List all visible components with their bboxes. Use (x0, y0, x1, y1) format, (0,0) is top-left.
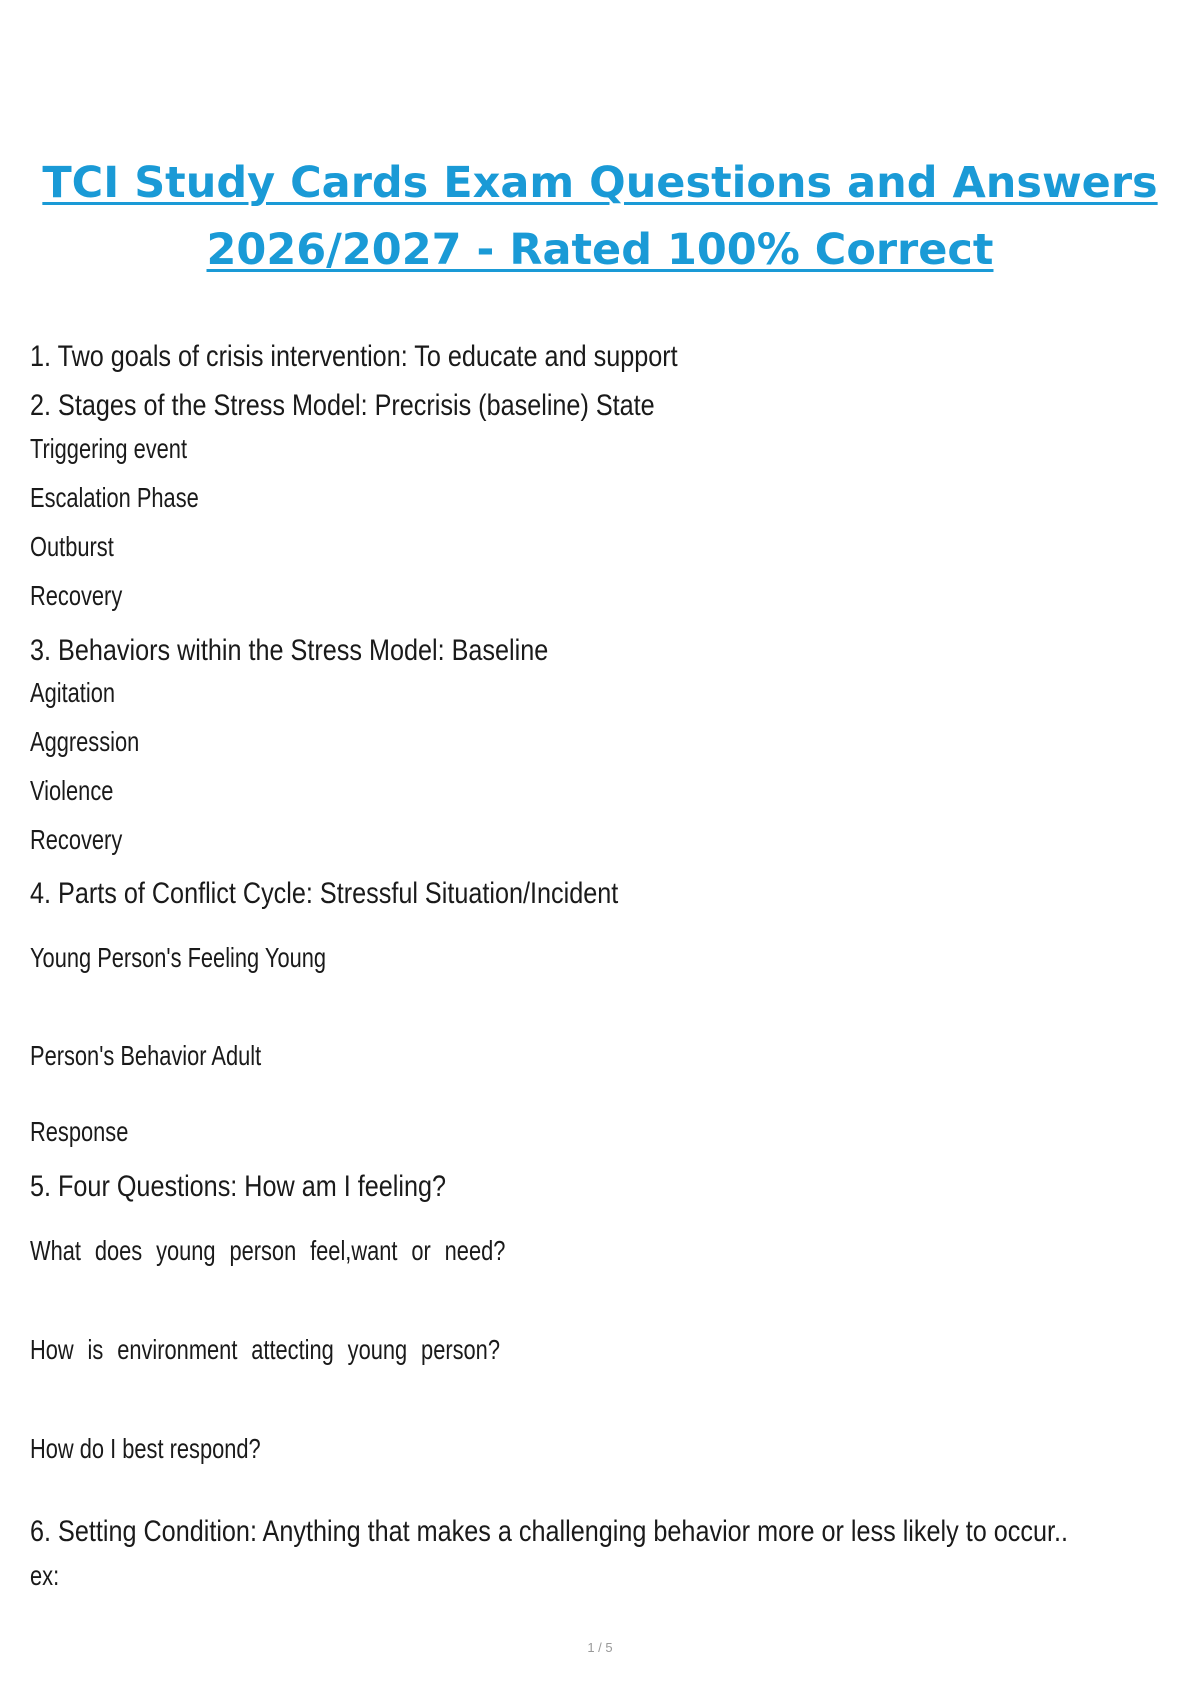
answer-line: How is environment attecting young person? (30, 1334, 500, 1365)
answer-line: ex: (30, 1560, 60, 1591)
answer-line: Person's Behavior Adult (30, 1040, 262, 1071)
answer-line: Escalation Phase (30, 482, 199, 513)
answer-line: Recovery (30, 824, 123, 855)
answer-line: Young Person's Feeling Young (30, 942, 327, 973)
answer-line: Recovery (30, 580, 123, 611)
question-1: 1. Two goals of crisis intervention: To educate and support (30, 340, 678, 373)
question-2: 2. Stages of the Stress Model: Precrisis (baseline) State (30, 389, 655, 422)
answer-line: Triggering event (30, 433, 188, 464)
answer-line: Outburst (30, 531, 114, 562)
answer-line: Aggression (30, 726, 140, 757)
question-5: 5. Four Questions: How am I feeling? (30, 1170, 446, 1203)
page-number: 1 / 5 (587, 1640, 613, 1655)
question-6: 6. Setting Condition: Anything that makes a challenging behavior more or less likely to occur.. (30, 1515, 1068, 1548)
document-title-line-2: 2026/2027 - Rated 100% Correct (206, 225, 994, 275)
answer-line: Agitation (30, 677, 115, 708)
answer-line: How do I best respond? (30, 1433, 261, 1464)
document-title-line-1: TCI Study Cards Exam Questions and Answers (42, 158, 1158, 208)
answer-line: Violence (30, 775, 114, 806)
question-3: 3. Behaviors within the Stress Model: Baseline (30, 634, 549, 667)
answer-line: Response (30, 1116, 129, 1147)
answer-line: What does young person feel,want or need? (30, 1235, 506, 1266)
question-4: 4. Parts of Conflict Cycle: Stressful Situation/Incident (30, 877, 619, 910)
